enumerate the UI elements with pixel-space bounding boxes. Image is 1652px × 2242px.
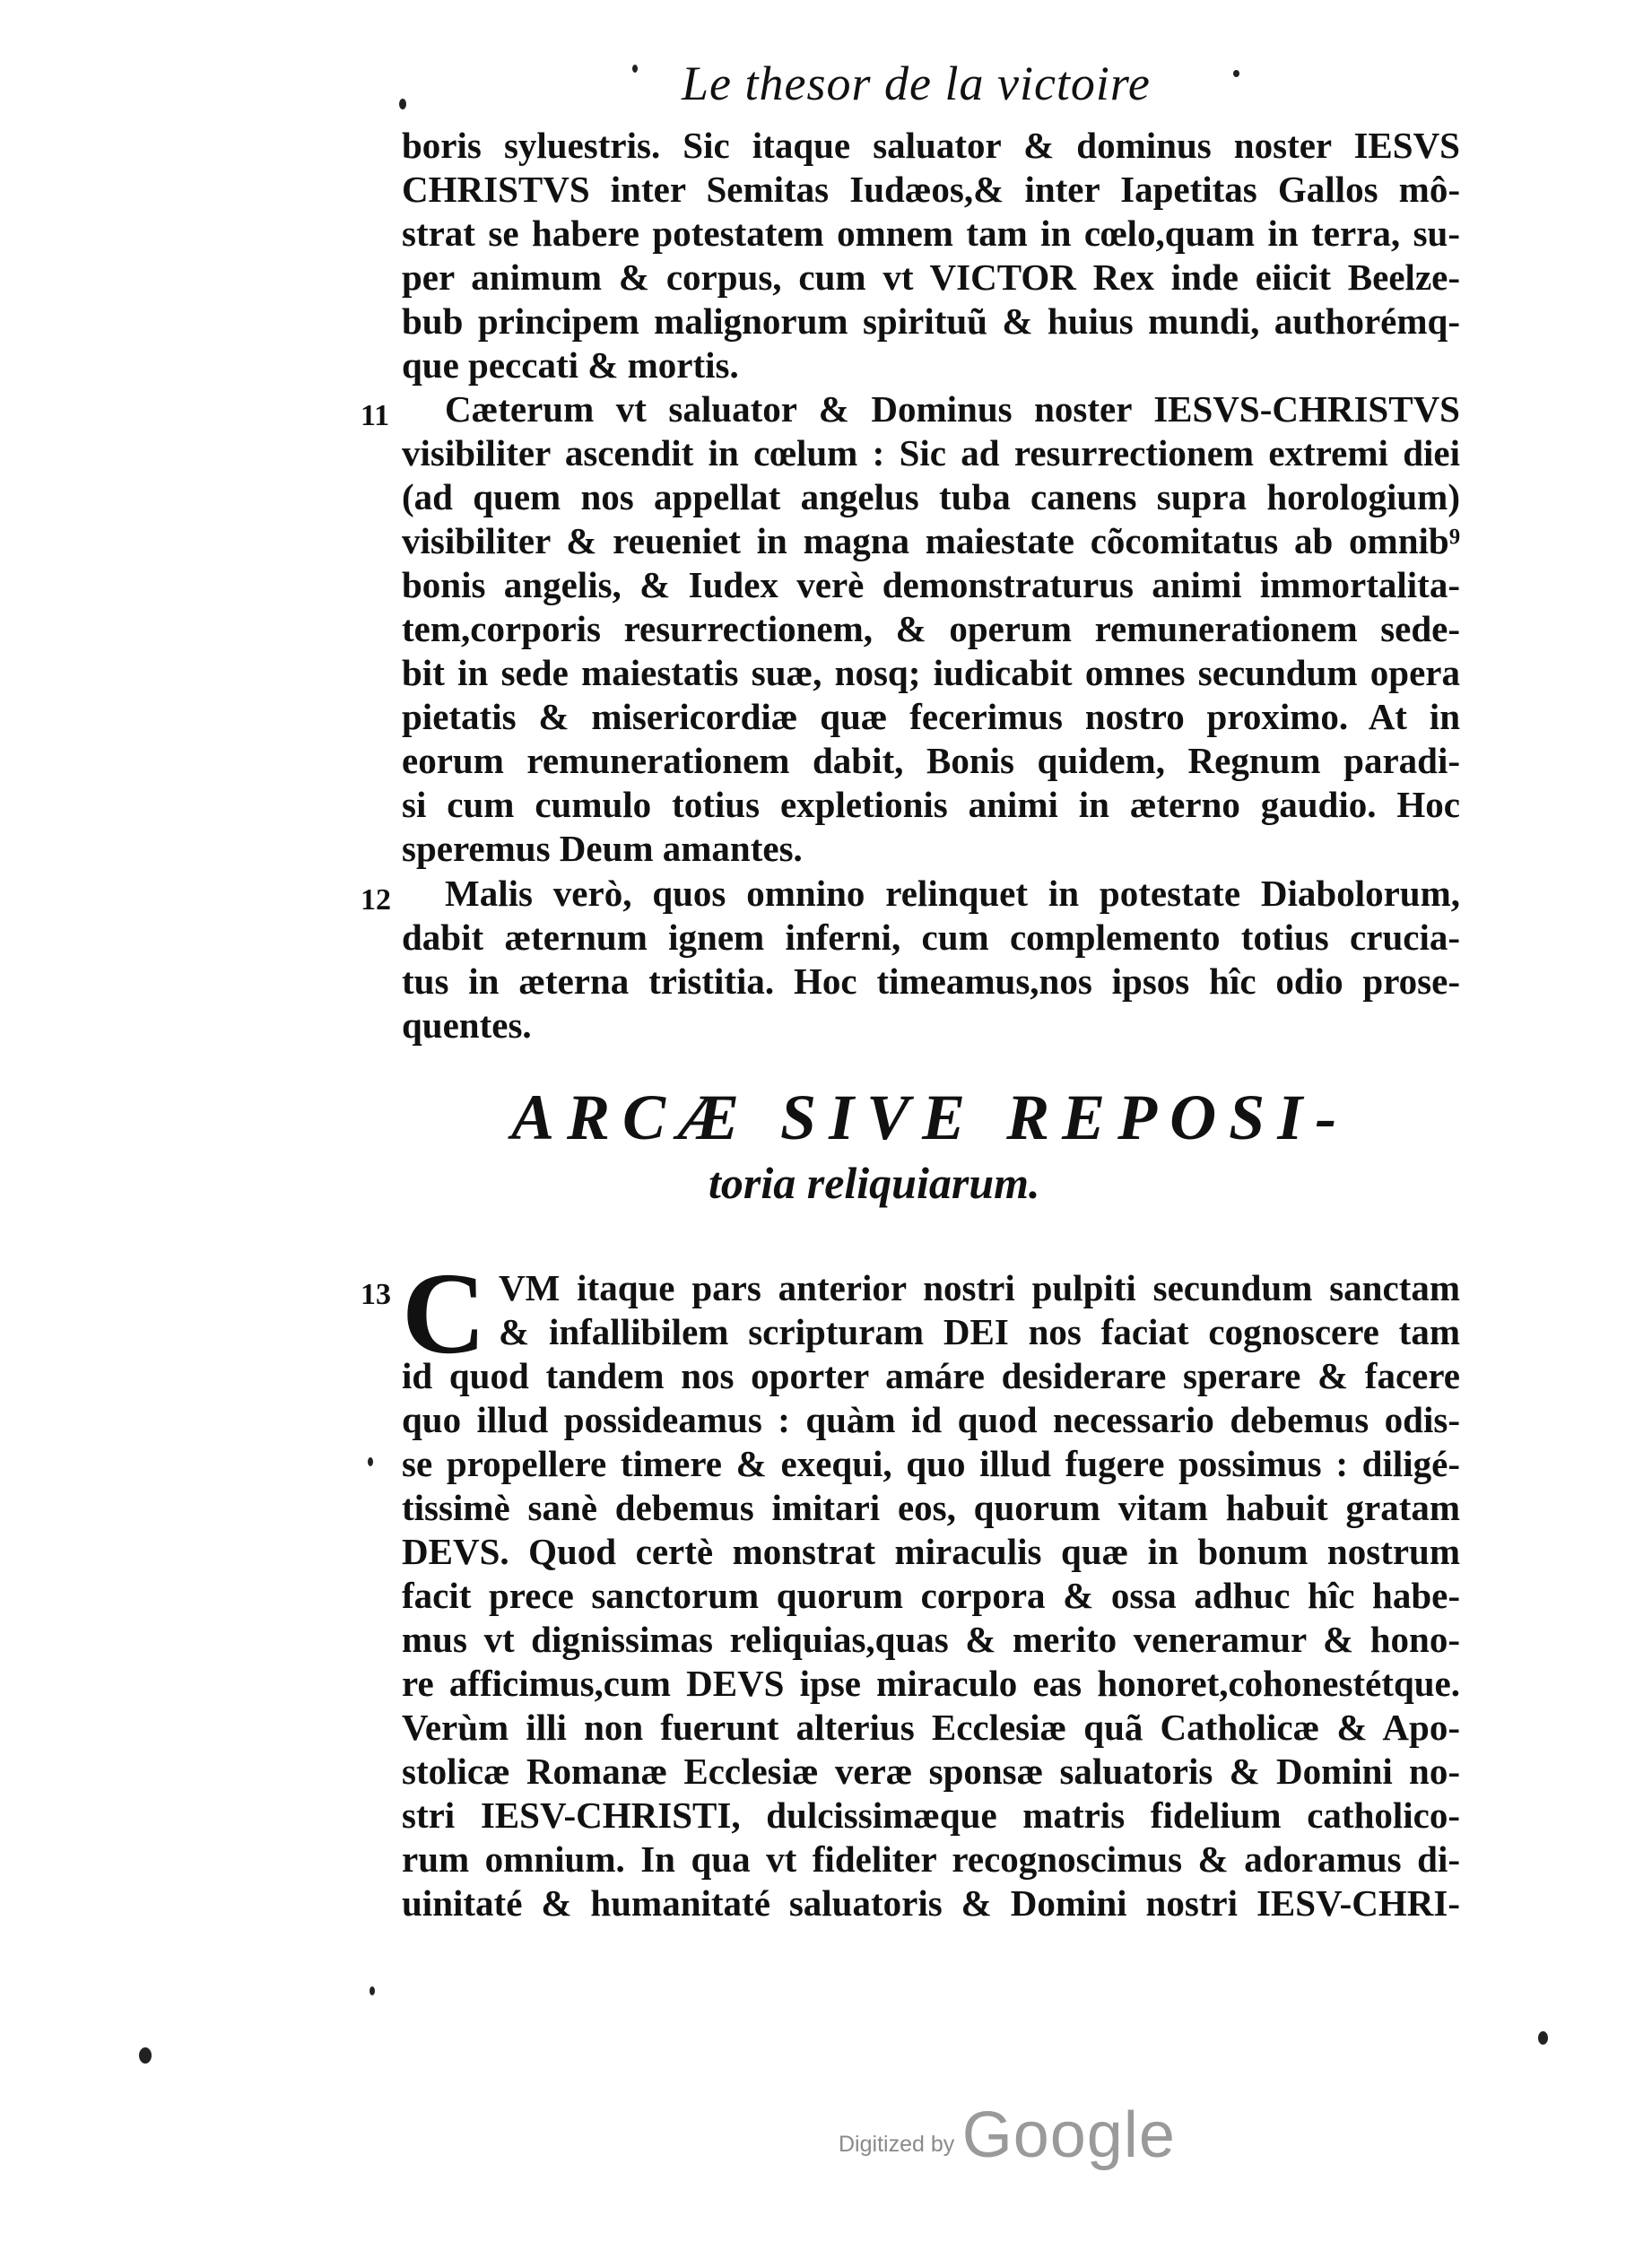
text-line: Verùm illi non fuerunt alterius Ecclesiæ quã Catholicæ & Apo- bbox=[402, 1707, 1460, 1748]
paragraph-number-11: 11 bbox=[361, 399, 390, 432]
paragraph-number-12: 12 bbox=[361, 883, 391, 917]
ink-speck bbox=[399, 99, 406, 109]
running-head: Le thesor de la victoire bbox=[682, 56, 1151, 110]
ink-speck bbox=[139, 2047, 152, 2064]
text-line: stri IESV-CHRISTI, dulcissimæque matris fidelium catholico- bbox=[402, 1794, 1460, 1836]
google-logo: Google bbox=[961, 2099, 1176, 2171]
text-line: tissimè sanè debemus imitari eos, quorum vitam habuit gratam bbox=[402, 1487, 1460, 1528]
text-line: CHRISTVS inter Semitas Iudæos,& inter Iapetitas Gallos mô- bbox=[402, 169, 1460, 210]
text-line: bub principem malignorum spirituũ & huius mundi, authorémq- bbox=[402, 300, 1460, 342]
text-line: si cum cumulo totius expletionis animi in æterno gaudio. Hoc bbox=[402, 784, 1460, 825]
text-line: uinitaté & humanitaté saluatoris & Domini nostri IESV-CHRI- bbox=[402, 1882, 1460, 1924]
digitized-by-label: Digitized by bbox=[839, 2132, 955, 2157]
text-line: que peccati & mortis. bbox=[402, 344, 739, 386]
text-line: per animum & corpus, cum vt VICTOR Rex inde eiicit Beelze- bbox=[402, 256, 1460, 298]
text-line: Cæterum vt saluator & Dominus noster IESVS-CHRISTVS bbox=[445, 388, 1460, 430]
text-block-1 bbox=[402, 124, 1460, 387]
text-line: quo illud possideamus : quàm id quod necessario debemus odis- bbox=[402, 1399, 1460, 1440]
text-line: visibiliter ascendit in cœlum : Sic ad resurrectionem extremi diei bbox=[402, 432, 1460, 474]
text-line: quentes. bbox=[402, 1004, 532, 1046]
text-line: VM itaque pars anterior nostri pulpiti secundum sanctam bbox=[499, 1267, 1460, 1308]
text-line: speremus Deum amantes. bbox=[402, 828, 803, 869]
text-line: tus in æterna tristitia. Hoc timeamus,nos ipsos hîc odio prose- bbox=[402, 960, 1460, 1002]
text-line: re afficimus,cum DEVS ipse miraculo eas honoret,cohonestétque. bbox=[402, 1663, 1460, 1704]
section-subheading: toria reliquiarum. bbox=[709, 1158, 1040, 1208]
ink-speck bbox=[1538, 2031, 1548, 2045]
text-line: rum omnium. In qua vt fideliter recognoscimus & adoramus di- bbox=[402, 1838, 1460, 1880]
text-line: stolicæ Romanæ Ecclesiæ veræ sponsæ saluatoris & Domini no- bbox=[402, 1751, 1460, 1792]
digitization-footer bbox=[839, 2099, 1176, 2172]
text-line: bit in sede maiestatis suæ, nosq; iudicabit omnes secundum opera bbox=[402, 652, 1460, 693]
text-line: DEVS. Quod certè monstrat miraculis quæ in bonum nostrum bbox=[402, 1531, 1460, 1572]
text-line: pietatis & misericordiæ quæ fecerimus nostro proximo. At in bbox=[402, 696, 1460, 737]
text-line: (ad quem nos appellat angelus tuba canens supra horologium) bbox=[402, 476, 1460, 517]
ink-speck bbox=[1233, 70, 1239, 77]
text-line: eorum remunerationem dabit, Bonis quidem, Regnum paradi- bbox=[402, 740, 1460, 781]
text-line: bonis angelis, & Iudex verè demonstraturus animi immortalita- bbox=[402, 564, 1460, 605]
text-line: Malis verò, quos omnino relinquet in potestate Diabolorum, bbox=[445, 873, 1460, 914]
section-heading: ARCÆ SIVE REPOSI- bbox=[511, 1082, 1350, 1153]
text-block-4 bbox=[402, 1266, 1460, 1925]
ink-speck bbox=[370, 1986, 375, 1995]
ink-speck bbox=[632, 65, 638, 73]
text-block-2 bbox=[402, 387, 1460, 871]
text-line: mus vt dignissimas reliquias,quas & merito veneramur & hono- bbox=[402, 1619, 1460, 1660]
text-line: visibiliter & reueniet in magna maiestate cõcomitatus ab omnib⁹ bbox=[402, 520, 1460, 561]
text-line: dabit æternum ignem inferni, cum complemento totius crucia- bbox=[402, 917, 1460, 958]
text-line: boris syluestris. Sic itaque saluator & dominus noster IESVS bbox=[402, 125, 1460, 166]
text-line: tem,corporis resurrectionem, & operum remunerationem sede- bbox=[402, 608, 1460, 649]
text-line: & infallibilem scripturam DEI nos faciat cognoscere tam bbox=[499, 1311, 1460, 1352]
text-block-3 bbox=[402, 872, 1460, 1047]
ink-speck bbox=[368, 1457, 373, 1466]
drop-cap: C bbox=[402, 1249, 486, 1378]
text-line: strat se habere potestatem omnem tam in cœlo,quam in terra, su- bbox=[402, 213, 1460, 254]
text-line: facit prece sanctorum quorum corpora & ossa adhuc hîc habe- bbox=[402, 1575, 1460, 1616]
text-line: se propellere timere & exequi, quo illud fugere possimus : diligé- bbox=[402, 1443, 1460, 1484]
paragraph-number-13: 13 bbox=[361, 1278, 391, 1311]
text-line: id quod tandem nos oporter amáre desiderare sperare & facere bbox=[402, 1355, 1460, 1396]
